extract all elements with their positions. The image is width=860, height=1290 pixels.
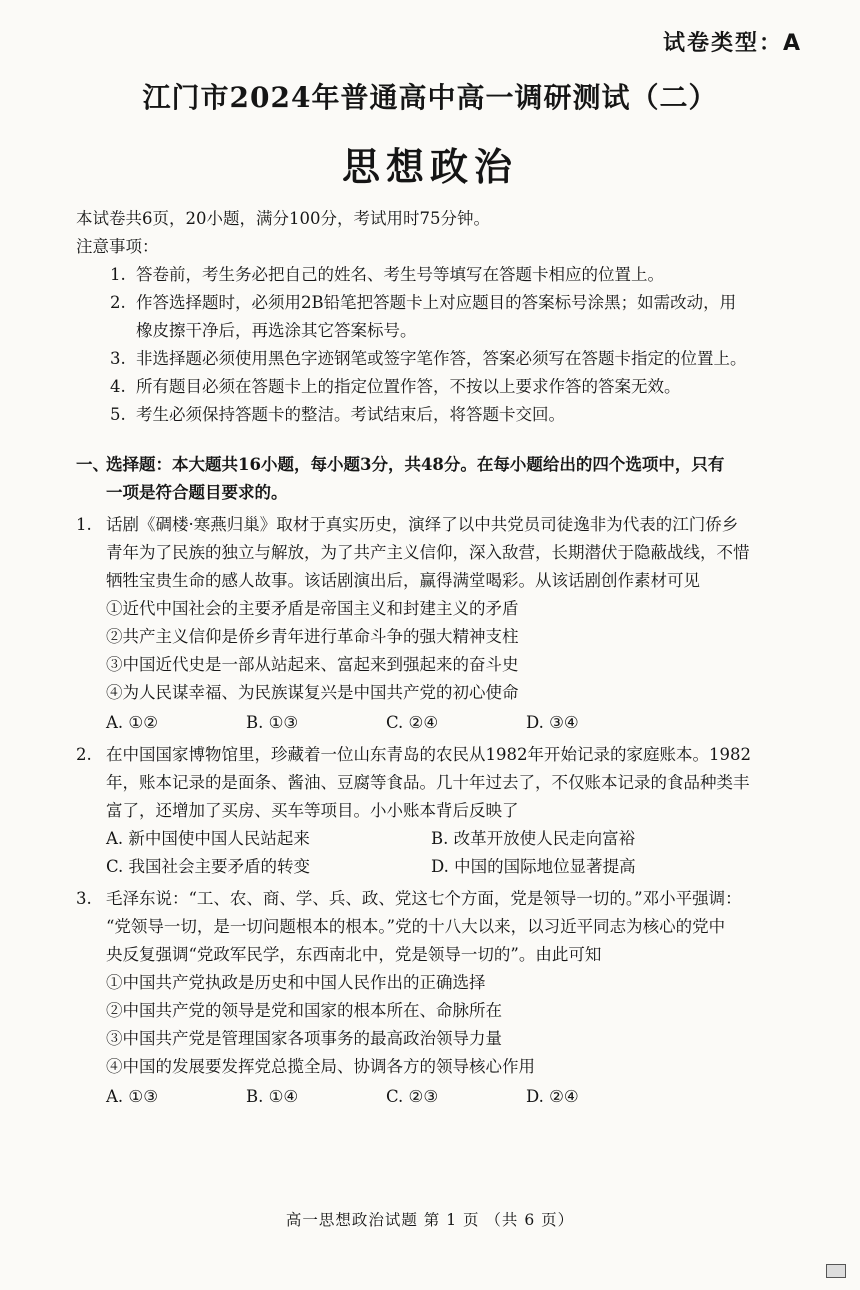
exam-content [76,205,816,1111]
question-number: 1. [76,515,92,534]
option-a: A. ①③ [106,1087,158,1106]
exam-intro: 本试卷共6页，20小题，满分100分，考试用时75分钟。 [76,209,490,228]
exam-title: 江门市2024年普通高中高一调研测试（二） [142,81,718,114]
note-item [76,373,816,401]
question-stem: 话剧《碉楼·寒燕归巢》取材于真实历史，演绎了以中共党员司徒逸非为代表的江门侨乡 [106,515,739,534]
option-c: C. ②③ [386,1087,439,1106]
note-item [76,261,816,289]
option-a: A. 新中国使中国人民站起来 [106,829,310,848]
note-item [76,401,816,429]
answer-options [106,825,816,853]
note-text: 考生必须保持答题卡的整洁。考试结束后，将答题卡交回。 [136,405,565,424]
note-item [76,345,816,373]
question-stem: 富了，还增加了买房、买车等项目。小小账本背后反映了 [106,801,519,820]
question-number: 3. [76,889,92,908]
answer-options [106,1083,816,1111]
question-2 [76,741,816,881]
option-d: D. ③④ [526,713,579,732]
note-text: 答卷前，考生务必把自己的姓名、考生号等填写在答题卡相应的位置上。 [136,265,664,284]
notes-heading: 注意事项： [76,237,159,256]
option-c: C. 我国社会主要矛盾的转变 [106,857,311,876]
option-d: D. 中国的国际地位显著提高 [431,857,636,876]
option-b: B. ①④ [246,1087,299,1106]
note-number: 3. [110,349,126,368]
subject-title: 思想政治 [341,145,518,189]
section-heading [76,451,816,507]
question-statement: ③中国共产党是管理国家各项事务的最高政治领导力量 [106,1029,502,1048]
option-b: B. 改革开放使人民走向富裕 [431,829,636,848]
question-3 [76,885,816,1111]
page-footer: 高一思想政治试题 第 1 页 （共 6 页） [285,1211,575,1229]
note-text: 橡皮擦干净后，再选涂其它答案标号。 [136,321,417,340]
question-stem: 牺牲宝贵生命的感人故事。该话剧演出后，赢得满堂喝彩。从该话剧创作素材可见 [106,571,700,590]
option-c: C. ②④ [386,713,439,732]
note-text: 所有题目必须在答题卡上的指定位置作答，不按以上要求作答的答案无效。 [136,377,681,396]
section-number: 一、 [76,455,109,474]
question-statement: ③中国近代史是一部从站起来、富起来到强起来的奋斗史 [106,655,519,674]
option-d: D. ②④ [526,1087,579,1106]
question-stem: 毛泽东说：“工、农、商、学、兵、政、党这七个方面，党是领导一切的。”邓小平强调： [106,889,742,908]
note-text: 非选择题必须使用黑色字迹钢笔或签字笔作答，答案必须写在答题卡指定的位置上。 [136,349,747,368]
question-stem: 年，账本记录的是面条、酱油、豆腐等食品。几十年过去了，不仅账本记录的食品种类丰 [106,773,750,792]
note-text: 作答选择题时，必须用2B铅笔把答题卡上对应题目的答案标号涂黑；如需改动，用 [136,293,737,312]
scan-watermark-icon [826,1264,846,1278]
note-number: 5. [110,405,126,424]
question-stem: 青年为了民族的独立与解放，为了共产主义信仰，深入敌营，长期潜伏于隐蔽战线，不惜 [106,543,750,562]
question-stem: 央反复强调“党政军民学，东西南北中，党是领导一切的”。由此可知 [106,945,602,964]
question-statement: ①近代中国社会的主要矛盾是帝国主义和封建主义的矛盾 [106,599,519,618]
question-stem: 在中国国家博物馆里，珍藏着一位山东青岛的农民从1982年开始记录的家庭账本。1982 [106,745,751,764]
question-statement: ④为人民谋幸福、为民族谋复兴是中国共产党的初心使命 [106,683,519,702]
question-statement: ②中国共产党的领导是党和国家的根本所在、命脉所在 [106,1001,502,1020]
note-number: 2. [110,293,126,312]
paper-type-label: 试卷类型：A [662,31,802,56]
answer-options [106,709,816,737]
option-a: A. ①② [106,713,158,732]
section-text: 一项是符合题目要求的。 [106,483,288,502]
question-statement: ④中国的发展要发挥党总揽全局、协调各方的领导核心作用 [106,1057,535,1076]
question-statement: ①中国共产党执政是历史和中国人民作出的正确选择 [106,973,486,992]
section-text: 选择题：本大题共16小题，每小题3分，共48分。在每小题给出的四个选项中，只有 [106,455,725,474]
question-statement: ②共产主义信仰是侨乡青年进行革命斗争的强大精神支柱 [106,627,519,646]
option-b: B. ①③ [246,713,299,732]
answer-options [106,853,816,881]
question-number: 2. [76,745,92,764]
note-number: 4. [110,377,126,396]
note-number: 1. [110,265,126,284]
note-item [76,289,816,345]
question-stem: “党领导一切，是一切问题根本的根本。”党的十八大以来，以习近平同志为核心的党中 [106,917,726,936]
question-1 [76,511,816,737]
